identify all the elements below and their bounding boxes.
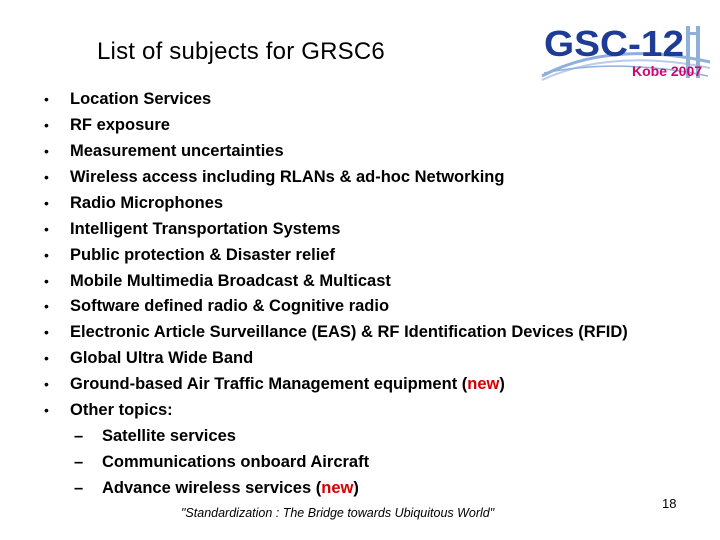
dash-icon: – xyxy=(74,479,84,497)
bullet-icon: • xyxy=(44,247,49,263)
list-item-text: Wireless access including RLANs & ad-hoc Networking xyxy=(70,168,505,186)
list-item-text: Software defined radio & Cognitive radio xyxy=(70,297,390,315)
sub-list-item-text: Communications onboard Aircraft xyxy=(102,453,370,471)
list-item-text: Public protection & Disaster relief xyxy=(70,246,335,264)
bullet-icon: • xyxy=(44,376,49,392)
sub-list-item-label: Advance wireless services ( xyxy=(102,479,322,497)
bullet-icon: • xyxy=(44,195,49,211)
gsc-12-logo-graphic xyxy=(540,18,712,84)
sub-list-item-text: Satellite services xyxy=(102,427,236,445)
bullet-icon: • xyxy=(44,298,49,314)
gsc-12-logo xyxy=(540,18,712,84)
list-item-text: Location Services xyxy=(70,90,212,108)
slide-footer: "Standardization : The Bridge towards Ubiquitous World" xyxy=(181,506,495,520)
list-item-text: Global Ultra Wide Band xyxy=(70,349,254,367)
page-title: List of subjects for GRSC6 xyxy=(97,38,385,65)
new-badge: new xyxy=(321,479,354,497)
svg-text:GSC-12: GSC-12 xyxy=(544,23,684,64)
list-item-text: Measurement uncertainties xyxy=(70,142,284,160)
sub-list-item-text xyxy=(102,475,359,501)
bullet-icon: • xyxy=(44,402,49,418)
bullet-icon: • xyxy=(44,221,49,237)
dash-icon: – xyxy=(74,427,84,445)
bullet-icon: • xyxy=(44,91,49,107)
page-number: 18 xyxy=(662,496,677,511)
list-item-close: ) xyxy=(499,375,505,393)
dash-icon: – xyxy=(74,453,84,471)
new-badge: new xyxy=(467,375,500,393)
sub-list-item-close: ) xyxy=(353,479,359,497)
list-item-text: Radio Microphones xyxy=(70,194,224,212)
list-item-text: RF exposure xyxy=(70,116,170,134)
list-item-label: Ground-based Air Traffic Management equipment ( xyxy=(70,375,468,393)
list-item-text: Intelligent Transportation Systems xyxy=(70,220,341,238)
list-item-text: Other topics: xyxy=(70,401,173,419)
bullet-icon: • xyxy=(44,350,49,366)
bullet-icon: • xyxy=(44,324,49,340)
svg-text:Kobe 2007: Kobe 2007 xyxy=(632,63,703,79)
list-item-text xyxy=(70,371,505,397)
bullet-icon: • xyxy=(44,117,49,133)
bullet-icon: • xyxy=(44,169,49,185)
bullet-icon: • xyxy=(44,273,49,289)
bullet-icon: • xyxy=(44,143,49,159)
list-item-text: Electronic Article Surveillance (EAS) & RF Identification Devices (RFID) xyxy=(70,323,628,341)
list-item-text: Mobile Multimedia Broadcast & Multicast xyxy=(70,272,391,290)
